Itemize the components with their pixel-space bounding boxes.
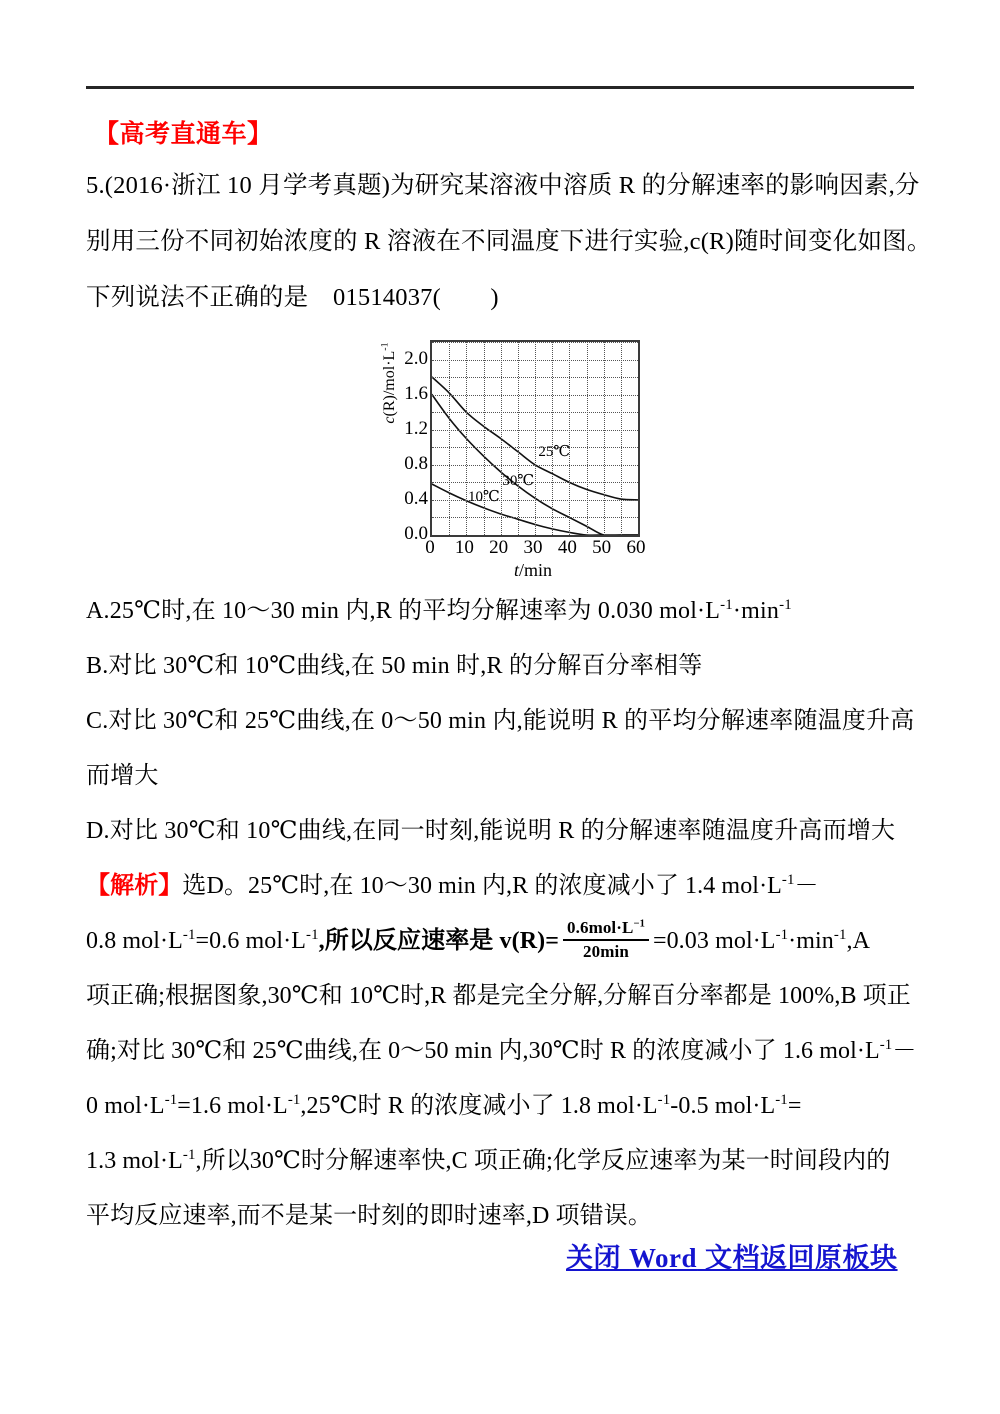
solution-line-2-c: ,所以反应速率是 v(R)= <box>318 928 560 954</box>
solution-line-1-b: － <box>794 873 819 899</box>
footer-link-part2: 文档返回原板块 <box>697 1243 898 1273</box>
x-tick-label: 30 <box>523 537 543 558</box>
question-line-1: 5.(2016·浙江 10 月学考真题)为研究某溶液中溶质 R 的分解速率的影响因素,分 <box>86 172 920 199</box>
grid-line-vertical <box>501 342 502 535</box>
grid-line-vertical <box>449 342 450 535</box>
option-a-sup-2: -1 <box>779 597 792 613</box>
solution-line-3: 项正确;根据图象,30℃和 10℃时,R 都是完全分解,分解百分率都是 100%,B 项正 <box>86 983 911 1009</box>
grid-line-vertical <box>518 342 519 535</box>
solution-line-5-d: -0.5 mol·L <box>670 1093 776 1119</box>
solution-line-2-b: =0.6 mol·L <box>195 928 307 954</box>
concentration-time-chart <box>368 336 658 578</box>
solution-line-2-e: ·min <box>788 928 834 954</box>
fraction-numerator-sup: −1 <box>633 918 645 930</box>
solution-line-5-c: ,25℃时 R 的浓度减小了 1.8 mol·L <box>300 1093 658 1119</box>
solution-line-5-sup-1: -1 <box>164 1092 178 1108</box>
option-c: C.对比 30℃和 25℃曲线,在 0～50 min 内,能说明 R 的平均分解速率随温度升高 <box>86 708 915 734</box>
solution-line-2-sup-3: -1 <box>775 927 789 943</box>
solution-line-5-a: 0 mol·L <box>86 1093 165 1119</box>
grid-line-horizontal <box>432 447 638 448</box>
chart-y-ticks <box>384 336 428 544</box>
solution-line-6 <box>86 1134 926 1189</box>
question-line-3: 下列说法不正确的是 01514037( ) <box>86 284 499 311</box>
grid-line-vertical <box>621 342 622 535</box>
solution-line-6-a: 1.3 mol·L <box>86 1148 183 1174</box>
solution-line-2-f: ,A <box>846 928 871 954</box>
footer-link-word: Word <box>629 1243 698 1273</box>
y-tick-label: 0.4 <box>404 487 428 509</box>
grid-line-vertical <box>604 342 605 535</box>
grid-line-horizontal <box>432 342 638 343</box>
grid-line-horizontal <box>432 482 638 483</box>
x-tick-label: 10 <box>454 537 474 558</box>
grid-line-vertical <box>569 342 570 535</box>
solution-line-4-sup: -1 <box>879 1037 893 1053</box>
solution-line-5-b: =1.6 mol·L <box>177 1093 288 1119</box>
grid-line-vertical <box>466 342 467 535</box>
document-content <box>86 118 932 1244</box>
option-c-continued: 而增大 <box>86 763 159 789</box>
chart-x-ticks <box>425 537 646 562</box>
solution-line-5-sup-2: -1 <box>287 1092 301 1108</box>
solution-line-7: 平均反应速率,而不是某一时刻的即时速率,D 项错误。 <box>86 1203 652 1229</box>
grid-line-horizontal <box>432 395 638 396</box>
footer-link-part1: 关闭 <box>566 1243 630 1273</box>
close-word-document-link[interactable] <box>566 1236 898 1275</box>
grid-line-vertical <box>484 342 485 535</box>
option-a <box>86 584 926 639</box>
y-tick-label: 0.0 <box>404 523 428 544</box>
chart-plot-area <box>430 340 640 537</box>
solution-line-5-sup-3: -1 <box>657 1092 671 1108</box>
x-tick-label: 20 <box>489 537 509 558</box>
fraction-numerator-text: 0.6mol·L <box>567 918 634 938</box>
option-d: D.对比 30℃和 10℃曲线,在同一时刻,能说明 R 的分解速率随温度升高而增大 <box>86 818 896 844</box>
solution-line-1-sup: -1 <box>781 872 795 888</box>
y-tick-label: 1.2 <box>404 417 428 439</box>
y-tick-label: 1.6 <box>404 382 428 404</box>
y-tick-label: 2.0 <box>404 347 428 369</box>
curve-label-10℃: 10℃ <box>468 489 500 506</box>
grid-line-horizontal <box>432 500 638 501</box>
x-tick-label: 40 <box>557 537 577 558</box>
solution-line-2-sup-2: -1 <box>306 927 319 943</box>
solution-line-4-a: 确;对比 30℃和 25℃曲线,在 0～50 min 内,30℃时 R 的浓度减小了 1.6 mol·L <box>86 1038 880 1064</box>
x-tick-label: 0 <box>425 537 435 558</box>
grid-line-horizontal <box>432 377 638 378</box>
solution-line-4 <box>86 1024 926 1079</box>
solution-line-2-a: 0.8 mol·L <box>86 928 183 954</box>
grid-line-vertical <box>587 342 588 535</box>
solution-line-1-a: 选D。25℃时,在 10～30 min 内,R 的浓度减小了 1.4 mol·L <box>182 873 782 899</box>
option-a-mid: ·min <box>732 598 780 624</box>
chart-y-axis-label: $c(R)/mol\cdot L^{-1}$ <box>379 342 398 424</box>
fraction-denominator: 20min <box>583 942 629 962</box>
solution-line-1 <box>86 859 926 914</box>
solution-line-5-e: = <box>787 1093 802 1119</box>
option-b: B.对比 30℃和 10℃曲线,在 50 min 时,R 的分解百分率相等 <box>86 653 703 679</box>
option-a-text: A.25℃时,在 10～30 min 内,R 的平均分解速率为 0.030 mol·L <box>86 598 721 624</box>
x-tick-label: 60 <box>626 537 646 558</box>
solution-line-5-sup-4: -1 <box>775 1092 788 1108</box>
solution-line-2-sup-1: -1 <box>182 927 196 943</box>
chart-x-axis-label: t/min <box>513 560 553 580</box>
y-tick-label: 0.8 <box>404 452 428 474</box>
option-a-sup-1: -1 <box>720 597 733 613</box>
rate-fraction <box>563 918 649 962</box>
solution-line-2 <box>86 914 926 969</box>
grid-line-horizontal <box>432 430 638 431</box>
curve-label-30℃: 30℃ <box>502 473 535 490</box>
solution-line-5 <box>86 1079 926 1134</box>
question-line-2: 别用三份不同初始浓度的 R 溶液在不同温度下进行实验,c(R)随时间变化如图。 <box>86 228 932 255</box>
solution-line-6-sup: -1 <box>182 1147 196 1163</box>
solution-line-2-sup-4: -1 <box>833 927 847 943</box>
grid-line-horizontal <box>432 412 638 413</box>
grid-line-horizontal <box>432 360 638 361</box>
curve-label-25℃: 25℃ <box>538 444 571 461</box>
solution-line-4-b: － <box>892 1038 917 1064</box>
fraction-numerator <box>563 918 649 941</box>
header-divider <box>86 86 914 89</box>
x-tick-label: 50 <box>592 537 612 558</box>
grid-line-horizontal <box>432 517 638 518</box>
grid-line-vertical <box>552 342 553 535</box>
section-tag: 【高考直通车】 <box>94 121 273 148</box>
grid-line-vertical <box>535 342 536 535</box>
grid-line-horizontal <box>432 465 638 466</box>
solution-line-2-d: =0.03 mol·L <box>652 928 776 954</box>
solution-tag: 【解析】 <box>86 873 183 899</box>
solution-line-6-b: ,所以30℃时分解速率快,C 项正确;化学反应速率为某一时间段内的 <box>195 1148 891 1174</box>
